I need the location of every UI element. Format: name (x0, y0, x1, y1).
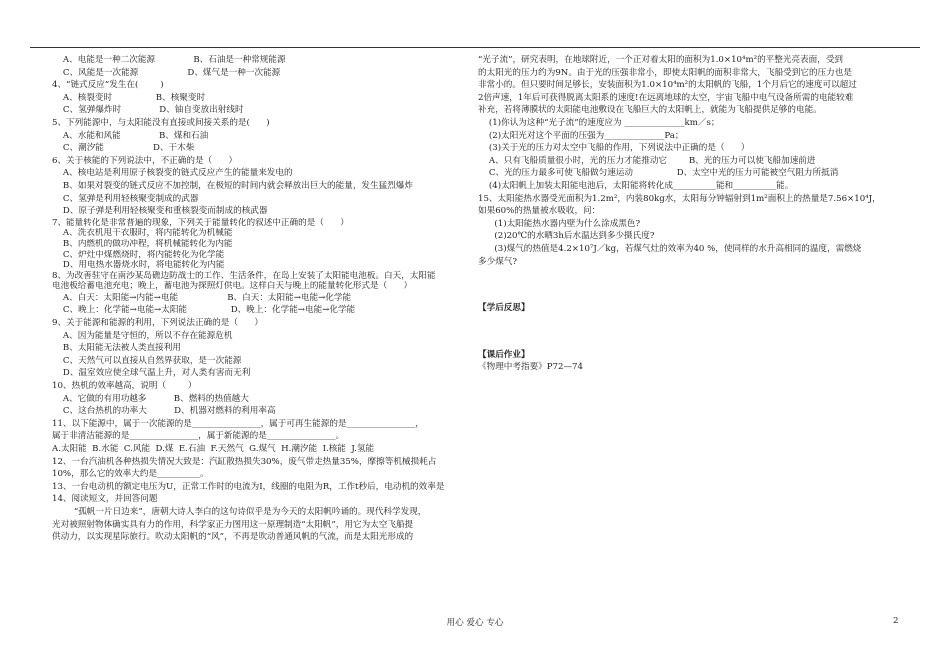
section-heading: 【学后反思】 (478, 303, 530, 314)
text-line: A、核裂变时 B、核聚变时 (52, 92, 206, 103)
text-line: C、这台热机的功率大 D、机器对燃料的利用率高 (52, 406, 276, 417)
text-line: 14、阅读短文，并回答问题 (52, 494, 158, 505)
text-line: C、氢弹爆炸时 D、铀自变放出射线时 (52, 105, 244, 116)
text-line: A、洗衣机甩干衣服时，将内能转化为机械能 (52, 228, 233, 239)
text-line: 10%，那么它的效率大约是__________。 (52, 469, 209, 480)
text-line: D、用电热水器烧水时，将电能转化为内能 (52, 260, 225, 271)
text-line: 10、热机的效率越高，说明（ ） (52, 381, 197, 392)
text-line: 8、为改善驻守在南沙某岛礁边防战士的工作、生活条件，在岛上安装了太阳能电池板。白天，太阳能 (52, 270, 436, 281)
page-footer: 用心 爱心 专心 (446, 618, 504, 628)
text-line: 多少煤气? (478, 256, 517, 267)
text-line: 6、关于核能的下列说法中，不正确的是（ ） (52, 155, 238, 166)
text-line: 光对被照射物体确实具有力的作用，科学家正力图用这一原理制造“太阳帆”，用它为太空飞船提 (52, 519, 414, 530)
text-line: (2)太阳光对这个平面的压强为______________Pa； (478, 130, 684, 141)
text-line: C、光的压力最多可使飞船做匀速运动 D、太空中光的压力可能被空气阻力所抵消 (478, 168, 839, 179)
text-line: (3)关于光的压力对太空中飞船的作用，下列说法中正确的是（ ） (478, 143, 750, 154)
text-line: C、炉灶中煤燃烧时，将内能转化为化学能 (52, 249, 225, 260)
text-line: (2)20℃的水晒3h后水温达到多少摄氏度? (478, 231, 655, 242)
text-line: “光子流”，研究表明，在地球附近，一个正对着太阳的面积为1.0×10⁴m²的平整光亮表面，受到 (478, 55, 844, 65)
left-column (52, 54, 465, 544)
text-line: A、核电站是利用原子核裂变的链式反应产生的能量来发电的 (52, 168, 293, 179)
text-line: 13、一台电动机的额定电压为U，正常工作时的电流为I，线圈的电阻为R，工作t秒后，电动机的效率是 (52, 481, 445, 492)
text-line (478, 315, 904, 349)
text-line: (3)煤气的热值是4.2×10⁷J／kg，若煤气灶的效率为40 %，使同样的水升高相同的温度，需燃烧 (478, 243, 862, 254)
text-line: 的太阳光的压力约为9N。由于光的压强非常小，即使太阳帆的面积非常大，飞船受到它的压力也是 (478, 67, 852, 78)
text-line: D、温室效应使全球气温上升，对人类有害而无利 (52, 368, 251, 379)
text-line: B、如果对裂变的链式反应不加控制，在极短的时间内就会释放出巨大的能量，发生猛烈爆炸 (52, 180, 413, 191)
text-line: 9、关于能源和能源的利用，下列说法正确的是（ ） (52, 318, 263, 329)
text-line: C、氢弹是利用轻核聚变制成的武器 (52, 193, 199, 204)
text-line: (4)太阳帆上加装太阳能电池后，太阳能将转化成__________能和__________能。 (478, 180, 794, 191)
text-line: A、水能和风能 B、煤和石油 (52, 130, 209, 141)
text-line: A、它做的有用功越多 B、燃料的热值越大 (52, 393, 249, 404)
text-line: (1)你认为这种“光子流”的速度应为 ______________km／s； (478, 117, 720, 128)
text-line: 15、太阳能热水器受光面积为1.2m²，内装80kg水，太阳每分钟辐射到1m²面积上的热量是7.56×10⁴J， (478, 193, 881, 204)
text-line: 属于非清洁能源的是________________，属于新能源的是________________。 (52, 431, 345, 442)
text-line: 5、下列能源中，与太阳能没有直接或间接关系的是( ) (52, 117, 270, 128)
text-line: C、风能是一次能源 D、煤气是一种一次能源 (52, 67, 281, 78)
text-line: 非常小的。但只要时间足够长，安装面积为1.0×10⁴m²的太阳帆的飞船，1个月后它的速度可以超过 (478, 80, 857, 91)
text-line: (1)太阳能热水器内壁为什么涂成黑色? (478, 218, 641, 229)
text-line: A、只有飞船质量很小时，光的压力才能推动它 B、光的压力可以使飞船加速前进 (478, 155, 816, 166)
header-rule (30, 47, 920, 48)
text-line: 11、以下能源中，属于一次能源的是________________，属于可再生能源的是________________， (52, 418, 424, 429)
text-line: 2倍声速，1年后可获得脱离太阳系的速度!在远离地球的太空，宇宙飞船中电气设备所需的电能较难 (478, 92, 854, 103)
text-line: 补充，若将薄膜状的太阳能电池敷设在飞船巨大的太阳帆上，就能为飞船提供足够的电能。 (478, 105, 822, 116)
text-line: 电池板给蓄电池充电；晚上，蓄电池为探照灯供电。这样白天与晚上的能量转化形式是（ ） (52, 281, 413, 292)
text-line: C、潮汐能 D、干木柴 (52, 143, 195, 154)
text-line (478, 268, 904, 302)
text-line: C、天然气可以直接从自然界获取，是一次能源 (52, 355, 242, 366)
text-line: A、电能是一种二次能源 B、石油是一种常规能源 (52, 55, 286, 65)
text-line: A、因为能量是守恒的，所以不存在能源危机 (52, 330, 233, 341)
text-line: 12、一台汽油机各种热损失情况大致是：汽缸散热损失30%，废气带走热量35%，摩擦等机械损耗占 (52, 456, 437, 467)
text-line: 如果60%的热量被水吸收，问： (478, 206, 601, 217)
text-line: A、白天：太阳能→内能→电能 B、白天：太阳能→电能→化学能 (52, 292, 352, 303)
text-line: 供动力，以实现星际旅行。吹动太阳帆的“风”，不再是吹动普通风帆的气流，而是太阳光形成的 (52, 532, 414, 543)
right-column (478, 54, 904, 374)
text-line: C、晚上：化学能→电能→太阳能 D、晚上：化学能→电能→化学能 (52, 305, 356, 316)
section-heading: 【课后作业】 (478, 349, 530, 360)
page-number: 2 (893, 616, 899, 626)
text-line: 4、“链式反应”发生在( ) (52, 80, 164, 91)
text-line: 《物理中考指要》P72—74 (478, 362, 583, 373)
text-line: 7、能量转化是非常普遍的现象，下列关于能量转化的叙述中正确的是（ ） (52, 217, 349, 228)
text-line: B、太阳能无法被人类直接利用 (52, 343, 181, 354)
text-line: “孤帆一片日边来”，唐朝大诗人李白的这句诗似乎是为今天的太阳帆吟诵的。现代科学发现， (52, 506, 427, 517)
text-line: D、原子弹是利用轻核聚变和重核裂变而制成的核武器 (52, 206, 268, 217)
text-line: A.太阳能 B.水能 C.风能 D.煤 E.石油 F.天然气 G.煤气 H.潮汐能 I.核能 J.氢能 (52, 444, 375, 454)
text-line: B、内燃机的做功冲程，将机械能转化为内能 (52, 238, 233, 249)
